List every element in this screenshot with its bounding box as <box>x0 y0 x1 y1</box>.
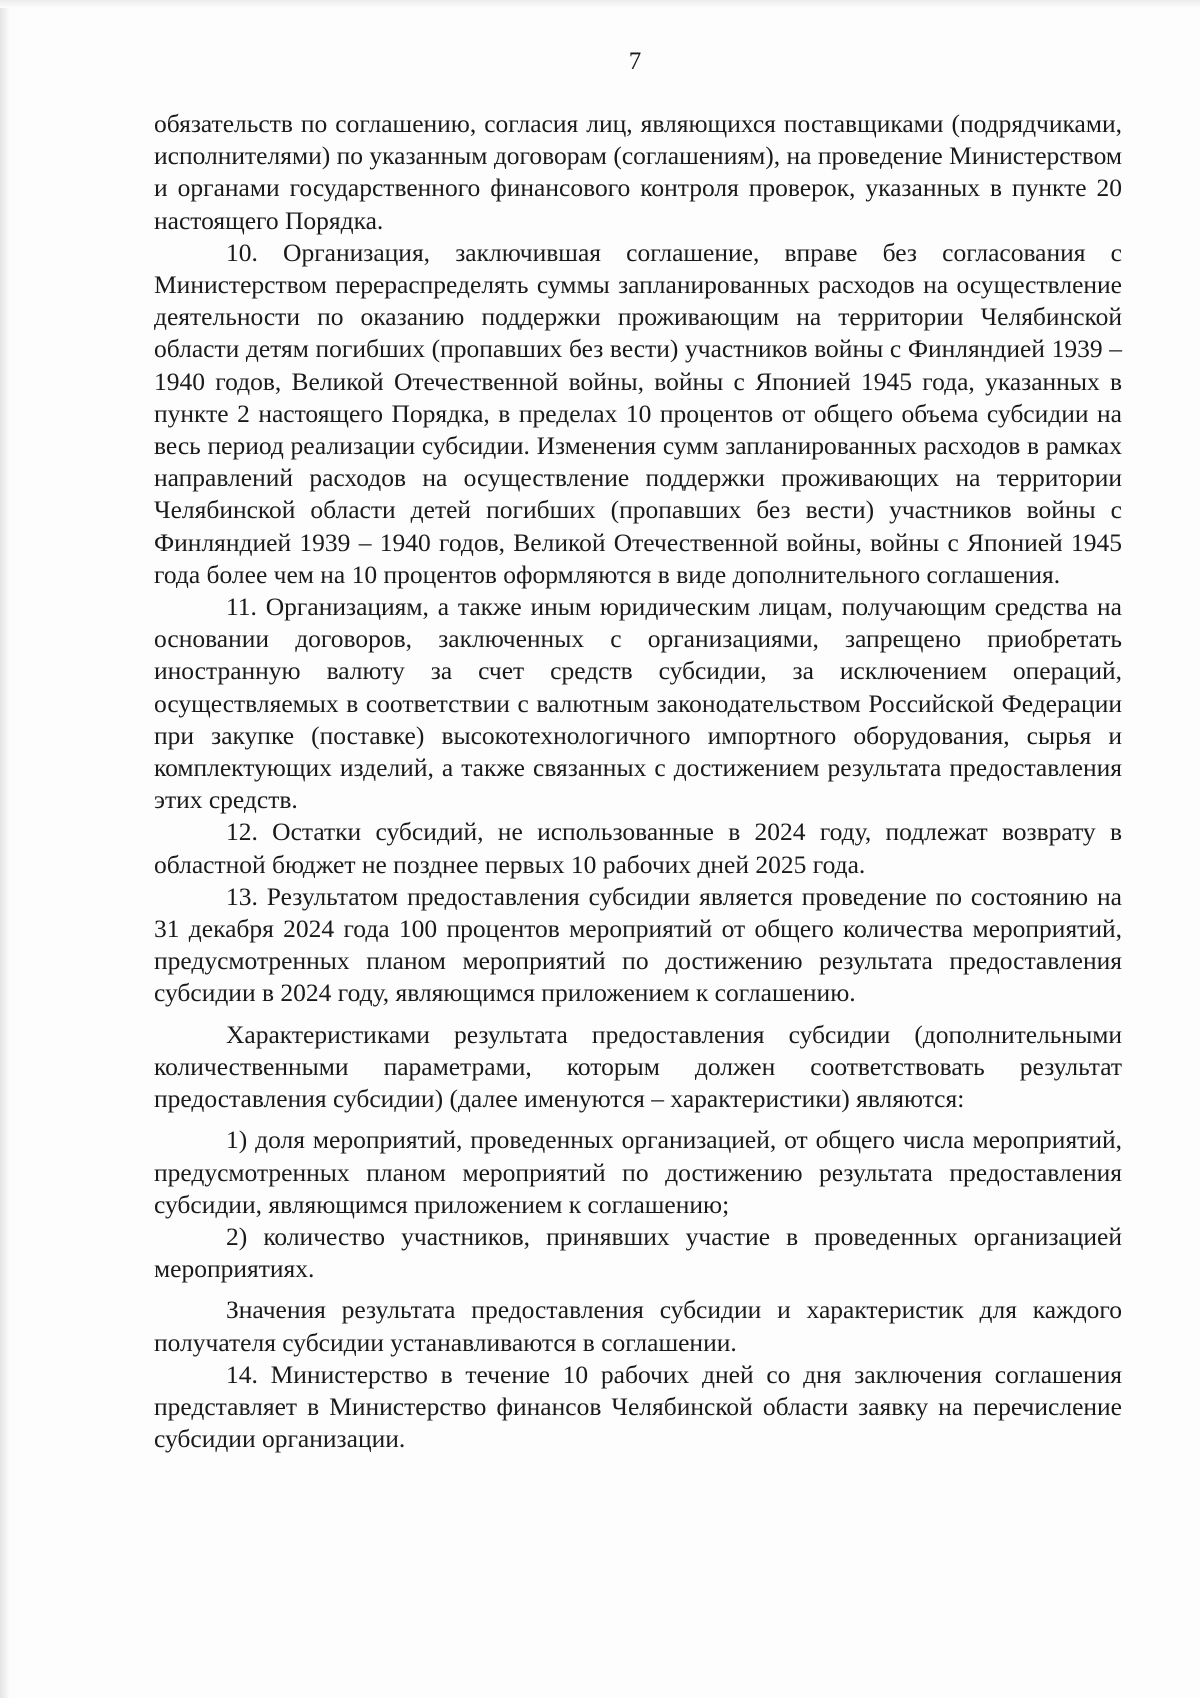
paragraph-item-14: 14. Министерство в течение 10 рабочих дней со дня заключения соглашения представляет в Министерство финансов Челябинской области заявку на перечисление субсидии организации. <box>154 1359 1122 1454</box>
scan-top-edge <box>0 0 1200 8</box>
paragraph-characteristics: Характеристиками результата предоставления субсидии (дополнительными количественными параметрами, которым должен соответствовать результат предоставления субсидии) (далее именуются – характеристики) являются: <box>154 1019 1122 1114</box>
paragraph-characteristic-2: 2) количество участников, принявших участие в проведенных организацией мероприятиях. <box>154 1221 1122 1284</box>
paragraph-continuation: обязательств по соглашению, согласия лиц, являющихся поставщиками (подрядчиками, исполнителями) по указанным договорам (соглашениям), на проведение Министерством и органами государственного финансового контроля проверок, указанных в пункте 20 настоящего Порядка. <box>154 109 1122 235</box>
document-body <box>154 108 1122 1455</box>
scan-left-edge <box>0 0 10 1698</box>
paragraph-characteristic-1: 1) доля мероприятий, проведенных организацией, от общего числа мероприятий, предусмотренных планом мероприятий по достижению результата предоставления субсидии, являющимся приложением к соглашению; <box>154 1125 1122 1219</box>
paragraph-item-12: 12. Остатки субсидий, не использованные в 2024 году, подлежат возврату в областной бюджет не позднее первых 10 рабочих дней 2025 года. <box>154 817 1122 879</box>
page-number: 7 <box>628 48 642 75</box>
paragraph-item-10: 10. Организация, заключившая соглашение, вправе без согласования с Министерством перераспределять суммы запланированных расходов на осуществление деятельности по оказанию поддержки проживающим на территории Челябинской области детям погибших (пропавших без вести) участников войны с Финляндией 1939 – 1940 годов, Великой Отечественной войны, войны с Японией 1945 года, указанных в пункте 2 настоящего Порядка, в пределах 10 процентов от общего объема субсидии на весь период реализации субсидии. Изменения сумм запланированных расходов в рамках направлений расходов на осуществление поддержки проживающих на территории Челябинской области детей погибших (пропавших без вести) участников войны с Финляндией 1939 – 1940 годов, Великой Отечественной войны, войны с Японией 1945 года более чем на 10 процентов оформляются в виде дополнительного соглашения. <box>154 237 1122 589</box>
paragraph-values: Значения результата предоставления субсидии и характеристик для каждого получателя субсидии устанавливаются в соглашении. <box>154 1295 1122 1357</box>
paragraph-item-11: 11. Организациям, а также иным юридическим лицам, получающим средства на основании договоров, заключенных с организациями, запрещено приобретать иностранную валюту за счет средств субсидии, за исключением операций, осуществляемых в соответствии с валютным законодательством Российской Федерации при закупке (поставке) высокотехнологичного импортного оборудования, сырья и комплектующих изделий, а также связанных с достижением результата предоставления этих средств. <box>154 592 1122 815</box>
paragraph-item-13: 13. Результатом предоставления субсидии является проведение по состоянию на 31 декабря 2024 года 100 процентов мероприятий от общего количества мероприятий, предусмотренных планом мероприятий по достижению результата предоставления субсидии в 2024 году, являющимся приложением к соглашению. <box>154 881 1122 1008</box>
